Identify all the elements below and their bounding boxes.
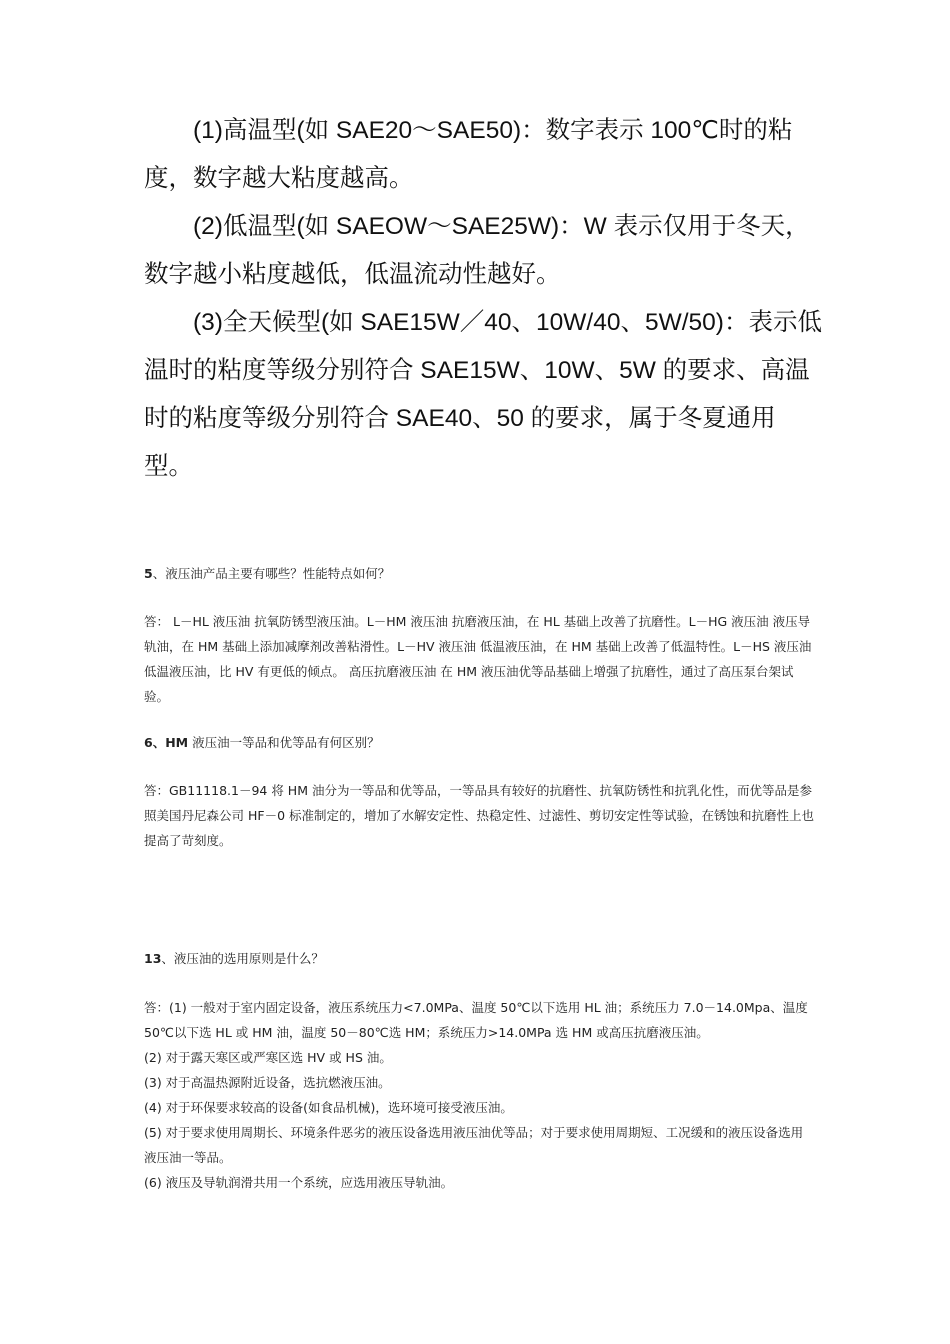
answer-13-item-1: 答：(1) 一般对于室内固定设备，液压系统压力<7.0MPa、温度 50℃以下选用 HL 油；系统压力 7.0－14.0Mpa、温度 50℃以下选 HL 或 HM 油，温度 50－80℃选 HM；系统压力>14.0MPa 选 HM 或高压抗磨液压油。 [144,1000,808,1040]
oil-grade-section [144,107,824,491]
question-5 [144,566,814,582]
oil-grade-high-temp: (1)高温型(如 SAE20～SAE50)：数字表示 100℃时的粘度，数字越大粘度越高。 [144,117,793,192]
question-13 [144,951,814,967]
question-6-text: 液压油一等品和优等品有何区别？ [188,735,380,750]
question-5-heading [144,566,814,582]
answer-13-item-5: (5) 对于要求使用周期长、环境条件恶劣的液压设备选用液压油优等品；对于要求使用周期短、工况缓和的液压设备选用液压油一等品。 [144,1125,804,1165]
answer-6 [144,778,814,853]
question-6 [144,735,814,751]
answer-13 [144,995,814,1195]
answer-6-text: 答：GB11118.1－94 将 HM 油分为一等品和优等品，一等品具有较好的抗磨性、抗氧防锈性和抗乳化性，而优等品是参照美国丹尼森公司 HF－0 标准制定的，增加了水解安定性、热稳定性、过滤性、剪切安定性等试验，在锈蚀和抗磨性上也提高了苛刻度。 [144,783,814,848]
answer-5-text: 答： L－HL 液压油 抗氧防锈型液压油。L－HM 液压油 抗磨液压油，在 HL 基础上改善了抗磨性。L－HG 液压油 液压导轨油，在 HM 基础上添加减摩剂改善粘滑性。L－HV 液压油 低温液压油，在 HM 基础上改善了低温特性。L－HS 液压油 低温液压油，比 HV 有更低的倾点。 高压抗磨液压油 在 HM 液压油优等品基础上增强了抗磨性，通过了高压泵台架试验。 [144,614,812,704]
question-6-bold-text: 、HM [152,735,189,750]
answer-13-item-2: (2) 对于露天寒区或严寒区选 HV 或 HS 油。 [144,1050,392,1065]
question-13-text: 、液压油的选用原则是什么？ [161,951,324,966]
answer-13-item-6: (6) 液压及导轨润滑共用一个系统，应选用液压导轨油。 [144,1175,454,1190]
question-6-number: 6 [144,735,153,750]
question-5-text: 、液压油产品主要有哪些？性能特点如何？ [152,566,391,581]
question-13-number: 13 [144,951,162,966]
oil-grade-all-weather: (3)全天候型(如 SAE15W／40、10W/40、5W/50)：表示低温时的粘度等级分别符合 SAE15W、10W、5W 的要求、高温时的粘度等级分别符合 SAE40、50 的要求，属于冬夏通用型。 [144,309,822,480]
oil-grade-low-temp: (2)低温型(如 SAEOW～SAE25W)：W 表示仅用于冬天，数字越小粘度越低，低温流动性越好。 [144,213,810,288]
answer-13-item-3: (3) 对于高温热源附近设备，选抗燃液压油。 [144,1075,391,1090]
question-6-heading [144,735,814,751]
question-5-number: 5 [144,566,153,581]
question-13-heading [144,951,814,967]
answer-13-item-4: (4) 对于环保要求较高的设备(如食品机械)，选环境可接受液压油。 [144,1100,513,1115]
answer-5 [144,609,814,709]
